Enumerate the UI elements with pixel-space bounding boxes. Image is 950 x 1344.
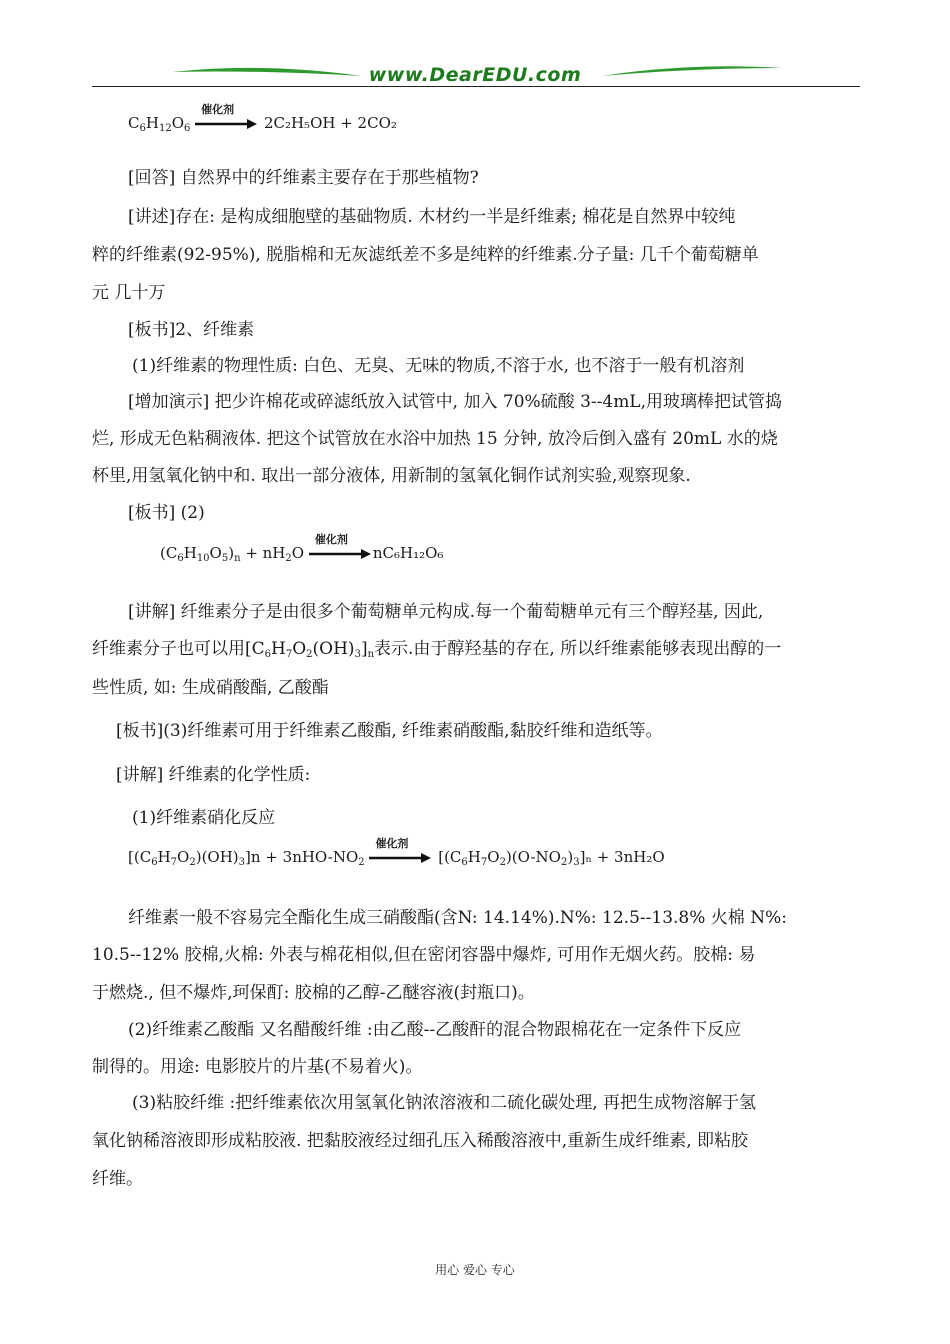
para-nitrate-1: 纤维素一般不容易完全酯化生成三硝酸酯(含N: 14.14%).N%: 12.5--13.8% 火棉 N%: xyxy=(128,908,787,928)
para-chem-props: [讲解] 纤维素的化学性质: xyxy=(116,765,311,785)
equation-nitration xyxy=(128,837,665,868)
equation-products: 2C₂H₅OH + 2CO₂ xyxy=(263,114,397,132)
para-nitrate-3: 于燃烧., 但不爆炸,珂保酊: 胶棉的乙醇-乙醚容液(封瓶口)。 xyxy=(92,983,535,1003)
equation-fermentation xyxy=(128,103,397,134)
para-viscose-2: 氧化钠稀溶液即形成粘胶液. 把黏胶液经过细孔压入稀酸溶液中,重新生成纤维素, 即粘胶 xyxy=(92,1131,749,1151)
catalyst-label: 催化剂 xyxy=(375,837,409,850)
para-viscose-1: (3)粘胶纤维 :把纤维素依次用氢氧化钠浓溶液和二硫化碳处理, 再把生成物溶解于氢 xyxy=(132,1093,757,1113)
products-nitration: $[(C_6H_7O_2)(O-NO_2)_3]_n + 3nH_2O$ xyxy=(438,848,665,868)
para-explain-3: 些性质, 如: 生成硝酸酯, 乙酸酯 xyxy=(92,678,329,698)
page-footer: 用心 爱心 专心 xyxy=(435,1263,515,1277)
para-physical: (1)纤维素的物理性质: 白色、无臭、无味的物质,不溶于水, 也不溶于一般有机溶剂 xyxy=(132,356,745,376)
catalyst-label: 催化剂 xyxy=(314,533,348,546)
equation-hydrolysis xyxy=(160,533,444,564)
para-explain-2-tail: 表示.由于醇羟基的存在, 所以纤维素能够表现出醇的一 xyxy=(374,639,782,659)
para-explain-2 xyxy=(92,634,781,660)
para-answer: [回答] 自然界中的纤维素主要存在于那些植物? xyxy=(128,168,479,188)
para-explain-1: [讲解] 纤维素分子是由很多个葡萄糖单元构成.每一个葡萄糖单元有三个醇羟基, 因此, xyxy=(128,602,764,622)
site-logo: www.DearEDU.com xyxy=(368,64,582,86)
products-nitration-tail: ]ₙ + 3nH₂O xyxy=(579,848,665,866)
reactant-glucose: $C_6H_{12}O_6$ xyxy=(128,114,191,134)
reaction-arrow xyxy=(195,103,259,132)
catalyst-label: 催化剂 xyxy=(201,103,235,116)
para-acetate-2: 制得的。用途: 电影胶片的片基(不易着火)。 xyxy=(92,1057,423,1077)
para-nitrate-2: 10.5--12% 胶棉,火棉: 外表与棉花相似,但在密闭容器中爆炸, 可用作无烟火药。胶棉: 易 xyxy=(92,945,756,965)
para-lecture-2: 粹的纤维素(92-95%), 脱脂棉和无灰滤纸差不多是纯粹的纤维素.分子量: 几千个葡萄糖单 xyxy=(92,245,759,265)
reactants-nitration: $[(C_6H_7O_2)(OH)_3]n + 3nHO-NO_2$ xyxy=(128,848,365,868)
arrow-icon xyxy=(309,548,373,560)
equation-product: nC₆H₁₂O₆ xyxy=(372,544,444,562)
para-demo-1: [增加演示] 把少许棉花或碎滤纸放入试管中, 加入 70%硫酸 3--4mL,用玻璃棒把试管捣 xyxy=(128,392,783,412)
arrow-icon xyxy=(195,118,259,130)
header-rule xyxy=(92,86,860,87)
para-board-2b: [板书] (2) xyxy=(128,503,205,523)
para-board-3: [板书](3)纤维素可用于纤维素乙酸酯, 纤维素硝酸酯,黏胶纤维和造纸等。 xyxy=(116,721,663,741)
para-demo-3: 杯里,用氢氧化钠中和. 取出一部分液体, 用新制的氢氧化铜作试剂实验,观察现象. xyxy=(92,466,691,486)
para-lecture-3: 元 几十万 xyxy=(92,283,166,303)
para-viscose-3: 纤维。 xyxy=(92,1169,143,1189)
reactants-cellulose: $(C_6H_{10}O_5)_n + nH_2O$ xyxy=(160,544,305,564)
para-board-2: [板书]2、纤维素 xyxy=(128,320,255,340)
para-lecture-1: [讲述]存在: 是构成细胞壁的基础物质. 木材约一半是纤维素; 棉花是自然界中较纯 xyxy=(128,207,736,227)
reaction-arrow xyxy=(369,837,433,866)
para-explain-2-lead: 纤维素分子也可以用$[C_6H_7O_2(OH)_3]_n$ xyxy=(92,639,375,660)
arrow-icon xyxy=(369,852,433,864)
para-demo-2: 烂, 形成无色粘稠液体. 把这个试管放在水浴中加热 15 分钟, 放冷后倒入盛有 20mL 水的烧 xyxy=(92,429,778,449)
para-nitration: (1)纤维素硝化反应 xyxy=(132,808,276,828)
para-acetate-1: (2)纤维素乙酸酯 又名醋酸纤维 :由乙酸--乙酸酐的混合物跟棉花在一定条件下反应 xyxy=(128,1020,742,1040)
reaction-arrow xyxy=(309,533,373,562)
